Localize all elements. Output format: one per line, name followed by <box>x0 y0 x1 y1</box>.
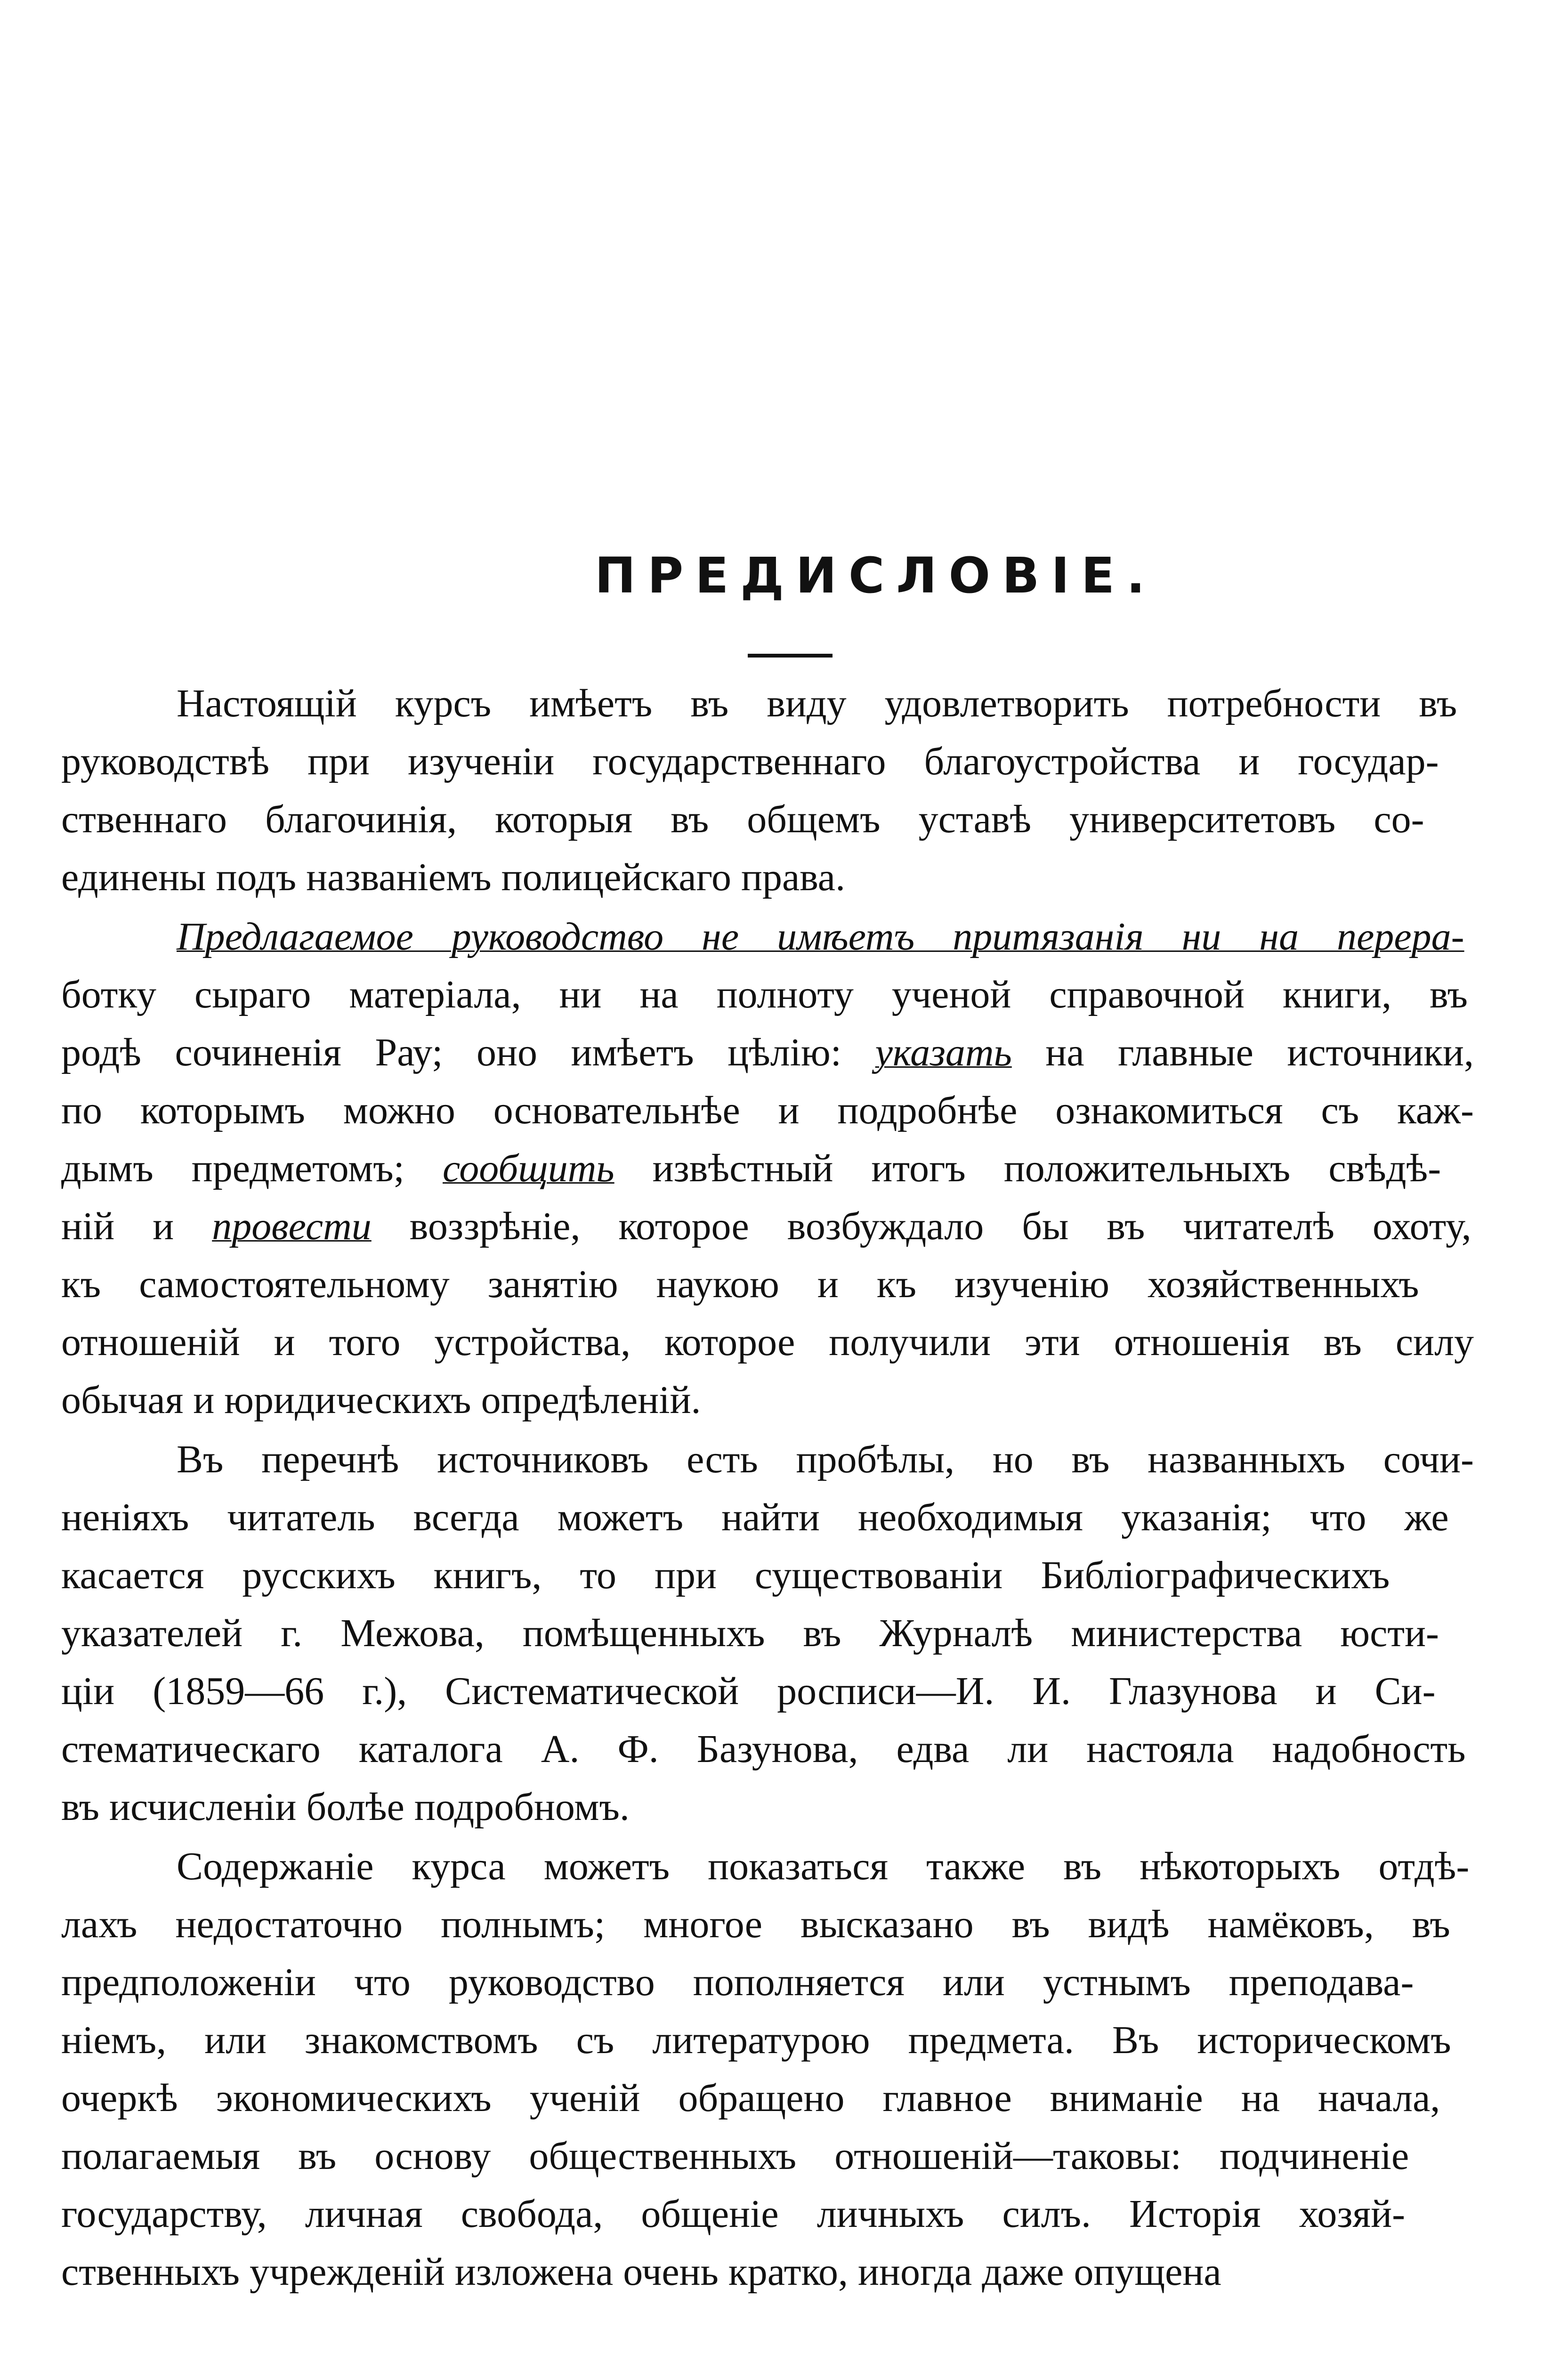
text-line: по которымъ можно основательнѣе и подробнѣе ознакомиться съ каж- <box>61 1088 1474 1132</box>
page-title: ПРЕДИСЛОВІЕ. <box>595 547 1157 604</box>
text-line: въ исчисленіи болѣе подробномъ. <box>61 1785 630 1829</box>
text-line: Настоящій курсъ имѣетъ въ виду удовлетворить потребности въ <box>177 682 1457 725</box>
text-line: касается русскихъ книгъ, то при существованіи Библіографическихъ <box>61 1553 1390 1597</box>
text-line: обычая и юридическихъ опредѣленій. <box>61 1378 701 1422</box>
text-line: очеркѣ экономическихъ ученій обращено главное вниманіе на начала, <box>61 2076 1440 2120</box>
text-line: ботку сыраго матеріала, ни на полноту ученой справочной книги, въ <box>61 973 1468 1016</box>
text-line: дымъ предметомъ; сообщить извѣстный итогъ положительныхъ свѣдѣ- <box>0 1139 1568 1197</box>
text-line: Содержаніе курса можетъ показаться также въ нѣкоторыхъ отдѣ- <box>177 1844 1470 1888</box>
emphasized-text: сообщить <box>443 1146 614 1190</box>
emphasized-text: указать <box>875 1031 1012 1074</box>
text-line: полагаемыя въ основу общественныхъ отношеній—таковы: подчиненіе <box>61 2134 1409 2178</box>
paragraph <box>0 674 1568 906</box>
text-line: ній и провести воззрѣніе, которое возбуждало бы въ читателѣ охоту, <box>0 1197 1568 1255</box>
text-line: родѣ сочиненія Рау; оно имѣетъ цѣлію: указать на главные источники, <box>0 1023 1568 1081</box>
paragraph <box>0 908 1568 1429</box>
text-line: неніяхъ читатель всегда можетъ найти необходимыя указанія; что же <box>61 1495 1449 1539</box>
text-line: ственнаго благочинія, которыя въ общемъ уставѣ университетовъ со- <box>61 797 1424 841</box>
preface-text <box>0 674 1568 2302</box>
text-line: руководствѣ при изученіи государственнаго благоустройства и государ- <box>61 739 1439 783</box>
emphasized-text: провести <box>212 1204 372 1248</box>
text-line: государству, личная свобода, общеніе личныхъ силъ. Исторія хозяй- <box>61 2192 1406 2236</box>
text-line: отношеній и того устройства, которое получили эти отношенія въ силу <box>61 1320 1474 1364</box>
text-line: указателей г. Межова, помѣщенныхъ въ Журналѣ министерства юсти- <box>61 1611 1439 1655</box>
text-line: стематическаго каталога А. Ф. Базунова, едва ли настояла надобность <box>61 1727 1466 1771</box>
text-line: ственныхъ учрежденій изложена очень кратко, иногда даже опущена <box>61 2250 1221 2294</box>
paragraph <box>0 1837 1568 2301</box>
text-line: къ самостоятельному занятію наукою и къ изученію хозяйственныхъ <box>61 1262 1419 1306</box>
text-line: единены подъ названіемъ полицейскаго права. <box>61 855 846 899</box>
emphasized-text: Предлагаемое руководство не имѣетъ притязанія ни на перера- <box>177 915 1464 958</box>
text-line: предположеніи что руководство пополняется или устнымъ преподава- <box>61 1960 1414 2004</box>
text-line: ніемъ, или знакомствомъ съ литературою предмета. Въ историческомъ <box>61 2018 1451 2062</box>
text-line <box>0 908 1568 966</box>
text-line: Въ перечнѣ источниковъ есть пробѣлы, но въ названныхъ сочи- <box>177 1437 1474 1481</box>
text-line: ціи (1859—66 г.), Систематической росписи—И. И. Глазунова и Си- <box>61 1669 1436 1713</box>
paragraph <box>0 1430 1568 1836</box>
text-line: лахъ недостаточно полнымъ; многое высказано въ видѣ намёковъ, въ <box>61 1902 1450 1946</box>
title-rule <box>748 654 832 658</box>
